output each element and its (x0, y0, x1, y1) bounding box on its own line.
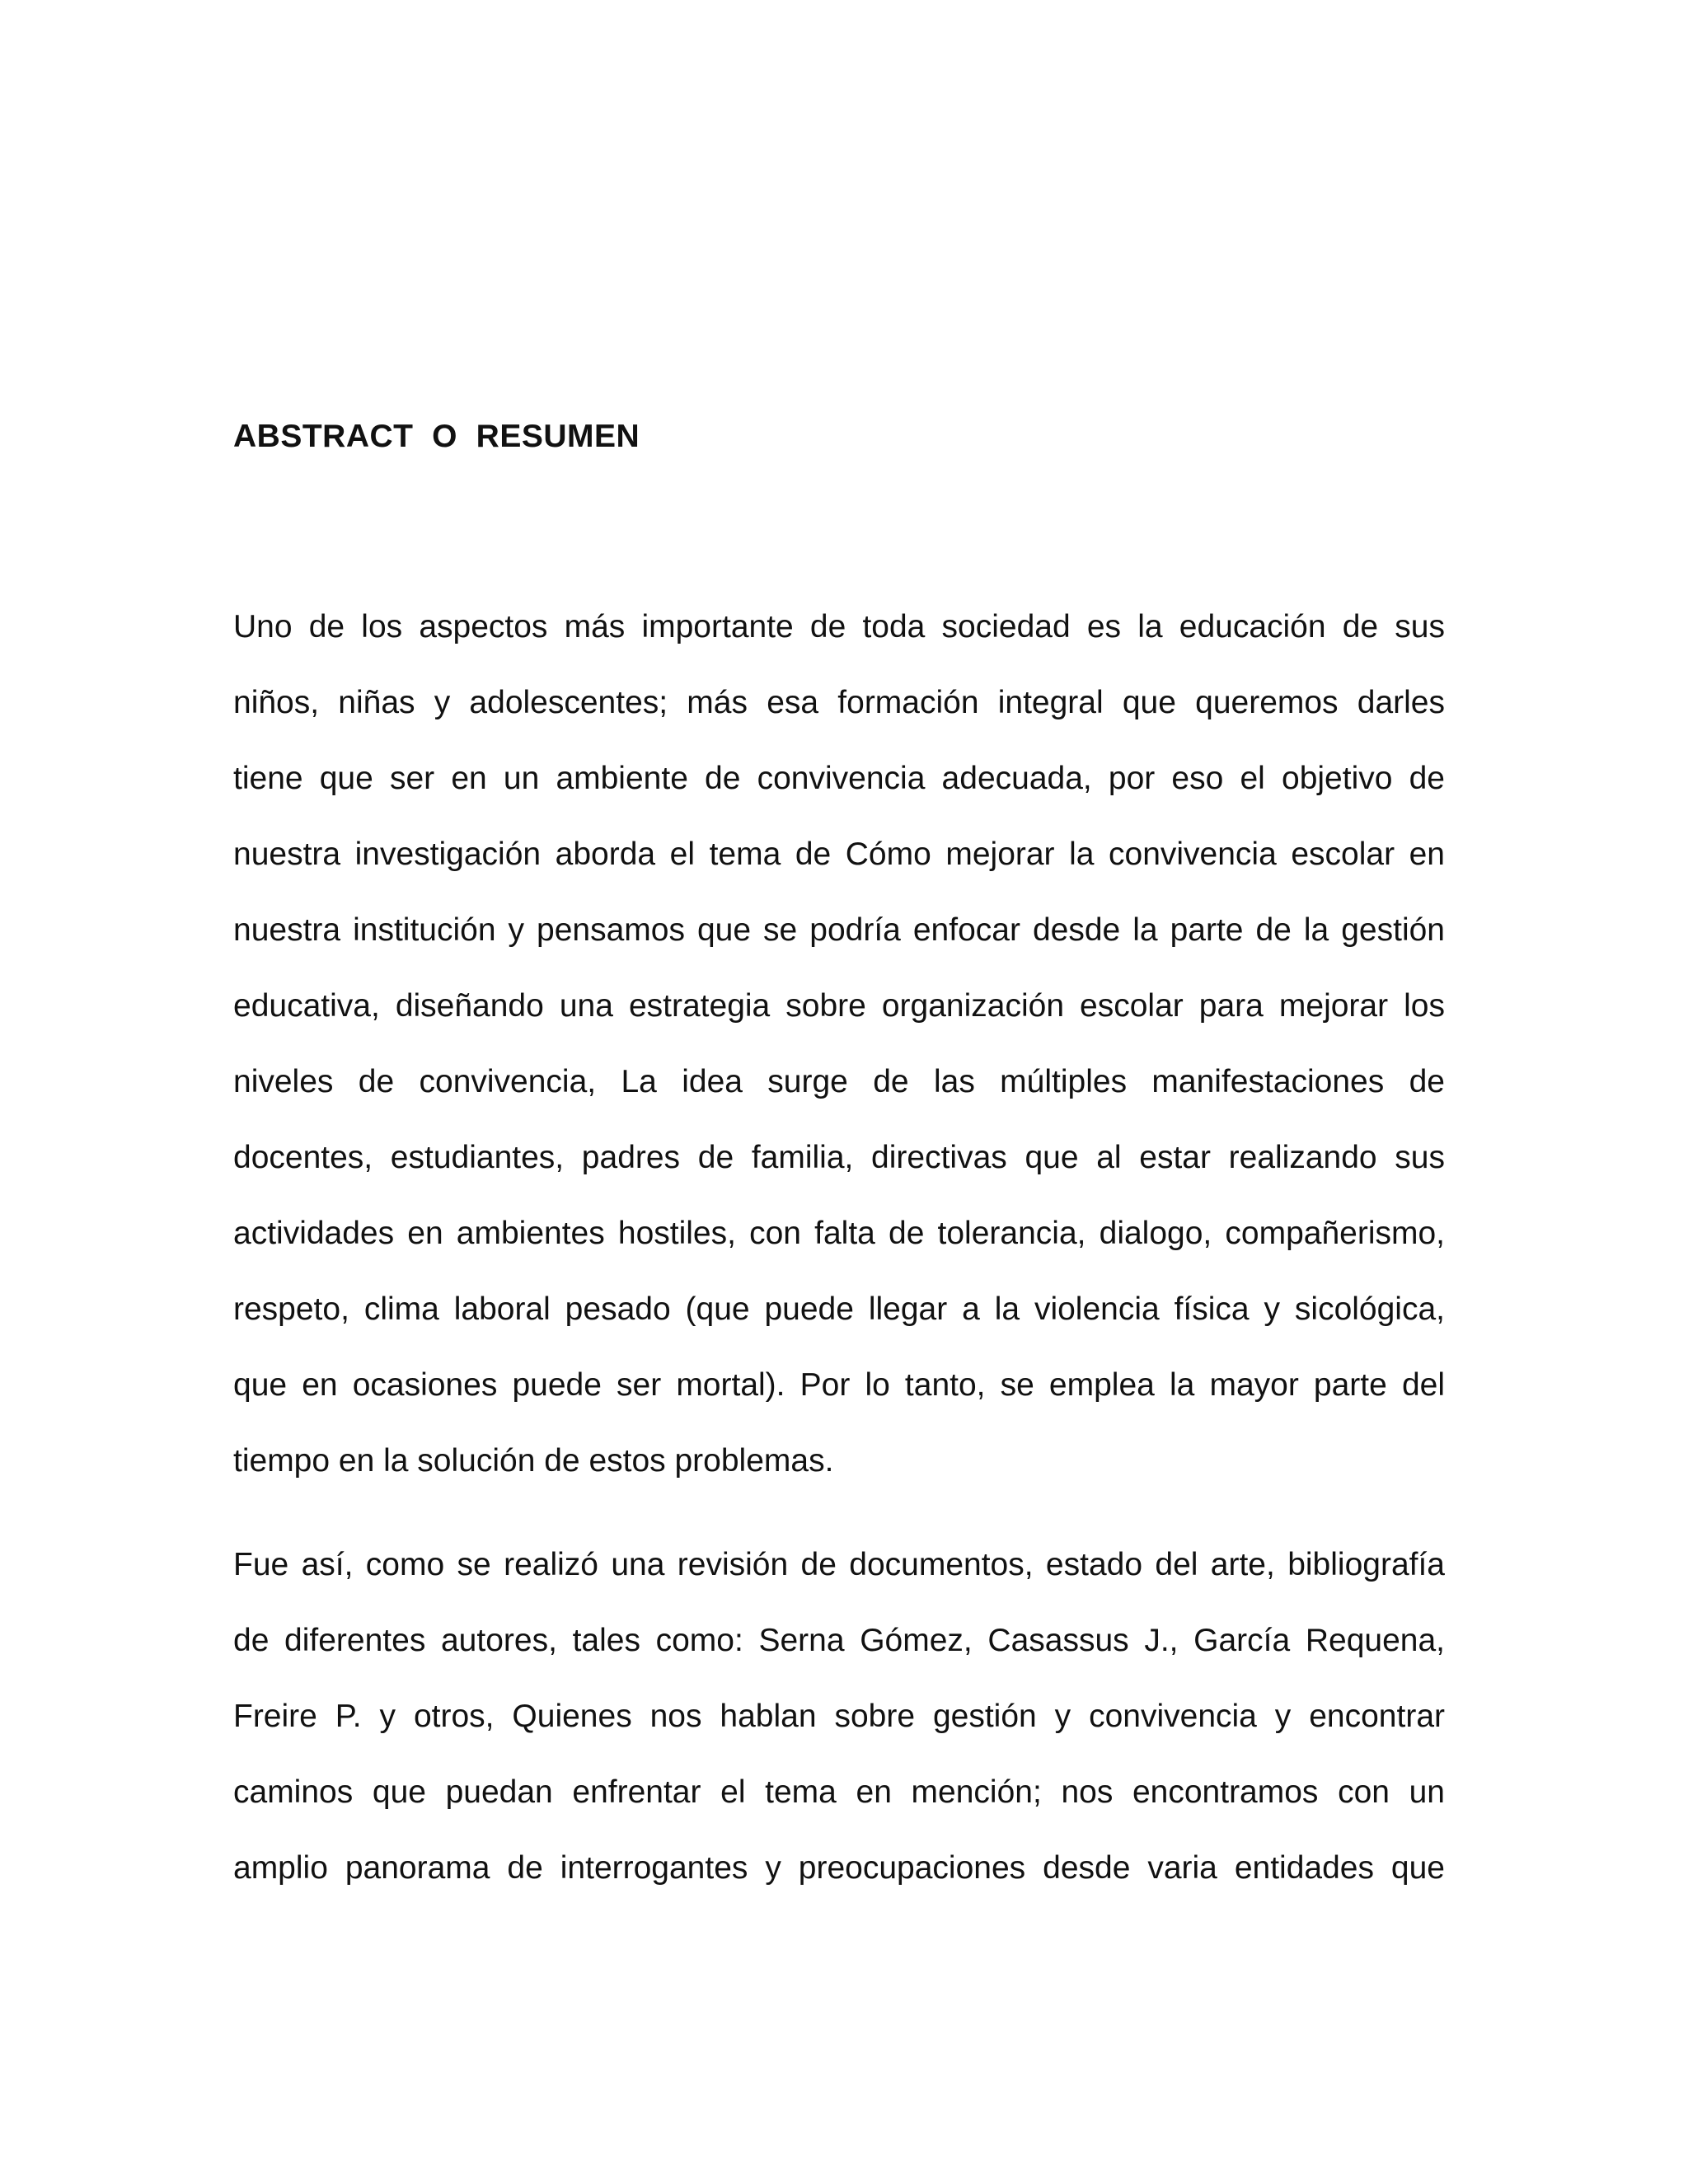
text-line: Freire P. y otros, Quienes nos hablan sobre gestión y convivencia y encontrar (233, 1699, 1445, 1734)
text-line: caminos que puedan enfrentar el tema en mención; nos encontramos con un (233, 1774, 1445, 1810)
text-line: nuestra investigación aborda el tema de Cómo mejorar la convivencia escolar en (233, 837, 1445, 872)
abstract-paragraph-1 (233, 589, 1445, 1499)
text-line: niveles de convivencia, La idea surge de las múltiples manifestaciones de (233, 1064, 1445, 1099)
text-line: nuestra institución y pensamos que se podría enfocar desde la parte de la gestión (233, 912, 1445, 948)
abstract-paragraph-2 (233, 1527, 1445, 1906)
text-line: de diferentes autores, tales como: Serna Gómez, Casassus J., García Requena, (233, 1623, 1445, 1658)
text-line: Fue así, como se realizó una revisión de documentos, estado del arte, bibliografía (233, 1547, 1445, 1582)
text-line: educativa, diseñando una estrategia sobre organización escolar para mejorar los (233, 988, 1445, 1024)
text-line: docentes, estudiantes, padres de familia, directivas que al estar realizando sus (233, 1140, 1445, 1175)
text-line: amplio panorama de interrogantes y preocupaciones desde varia entidades que (233, 1850, 1445, 1886)
text-line: tiempo en la solución de estos problemas. (233, 1443, 834, 1479)
text-line: tiene que ser en un ambiente de convivencia adecuada, por eso el objetivo de (233, 761, 1445, 796)
text-line: respeto, clima laboral pesado (que puede llegar a la violencia física y sicológica, (233, 1291, 1445, 1327)
text-line: Uno de los aspectos más importante de toda sociedad es la educación de sus (233, 609, 1445, 644)
text-line: que en ocasiones puede ser mortal). Por lo tanto, se emplea la mayor parte del (233, 1367, 1445, 1403)
text-line: actividades en ambientes hostiles, con falta de tolerancia, dialogo, compañerismo, (233, 1216, 1445, 1251)
text-line: niños, niñas y adolescentes; más esa formación integral que queremos darles (233, 685, 1445, 720)
page-heading: ABSTRACT O RESUMEN (233, 419, 640, 454)
